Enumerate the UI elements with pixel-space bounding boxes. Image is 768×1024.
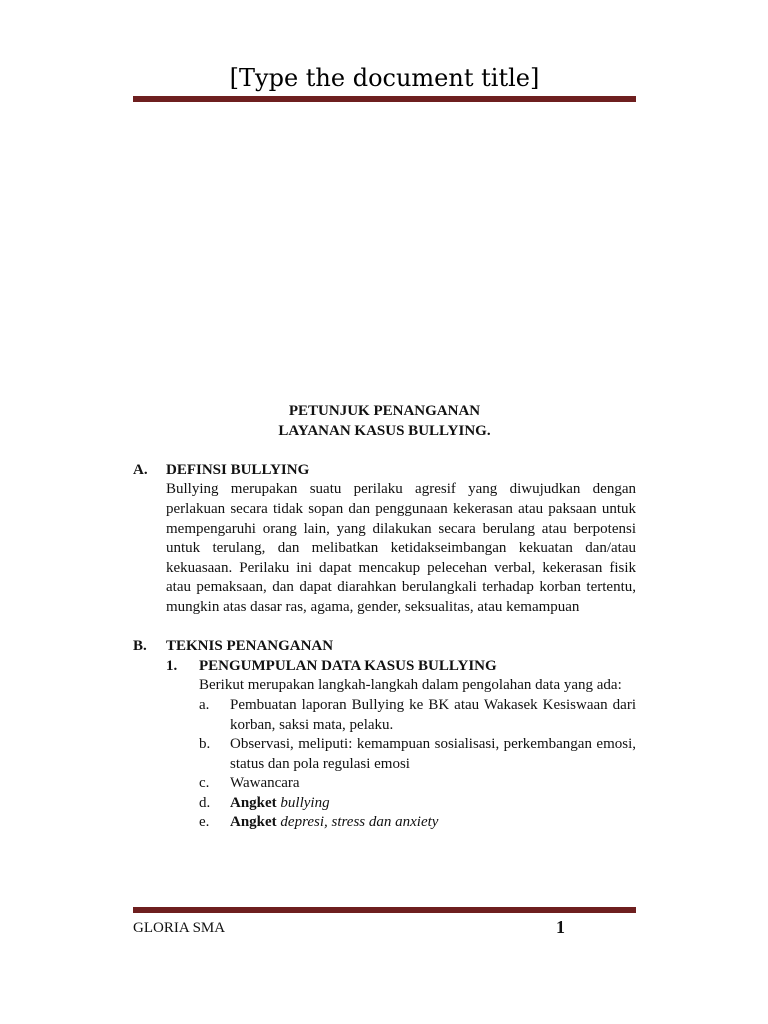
list-item-italic: bullying (280, 794, 330, 811)
section-b (133, 637, 636, 833)
list-item (199, 774, 636, 794)
list-marker: c. (199, 775, 210, 792)
section-a-paragraph: Bullying merupakan suatu perilaku agresif yang diwujudkan dengan perlakuan secara tidak sopan dan penggunaan kekerasan atau paksaan untuk mempengaruhi orang lain, yang dilakukan secara berulang atau berpotensi untuk terulang, dan melibatkan ketidakseimbangan kekuatan dan/atau kekuasaan. Perilaku ini dapat mencakup pelecehan verbal, kekerasan fisik atau pemaksaan, dan dapat diarahkan berulangkali terhadap korban tertentu, mungkin atas dasar ras, agama, gender, seksualitas, atau kemampuan (166, 481, 636, 615)
list-marker: b. (199, 736, 211, 753)
list-item-text: Pembuatan laporan Bullying ke BK atau Wakasek Kesiswaan dari korban, saksi mata, pelaku. (230, 696, 636, 733)
subsection-1 (166, 657, 636, 833)
footer-rule (133, 907, 636, 913)
list-item (199, 735, 636, 774)
list-item (199, 696, 636, 735)
footer-rule-thick (133, 909, 636, 913)
section-a-letter: A. (133, 461, 148, 478)
subsection-1-title: PENGUMPULAN DATA KASUS BULLYING (199, 657, 497, 674)
footer-page-number: 1 (556, 917, 565, 937)
list-marker: a. (199, 696, 210, 713)
list-item-text: Wawancara (230, 775, 300, 792)
list-marker: d. (199, 794, 211, 811)
footer-school-name: GLORIA SMA (133, 920, 226, 936)
list-item-italic: depresi, stress dan anxiety (280, 814, 439, 831)
document-body (133, 402, 636, 833)
list-item (199, 794, 636, 814)
document-title[interactable]: [Type the document title] (229, 64, 540, 92)
subsection-1-intro: Berikut merupakan langkah-langkah dalam pengolahan data yang ada: (199, 677, 622, 694)
doc-heading-line1: PETUNJUK PENANGANAN (288, 403, 481, 419)
subsection-1-number: 1. (166, 657, 178, 674)
steps-list (199, 696, 636, 833)
section-b-title: TEKNIS PENANGANAN (166, 638, 334, 655)
list-item-text: Observasi, meliputi: kemampuan sosialisasi, perkembangan emosi, status dan pola regulasi emosi (230, 736, 636, 772)
doc-heading-line2: LAYANAN KASUS BULLYING. (278, 422, 491, 439)
list-item (199, 813, 636, 833)
section-a-title: DEFINSI BULLYING (166, 461, 310, 478)
list-marker: e. (199, 814, 210, 831)
section-b-letter: B. (133, 638, 147, 655)
list-item-bold: Angket (230, 794, 277, 811)
header-rule (133, 96, 636, 102)
header-rule-thick (133, 98, 636, 102)
list-item-bold: Angket (230, 814, 277, 831)
section-a (133, 461, 636, 618)
